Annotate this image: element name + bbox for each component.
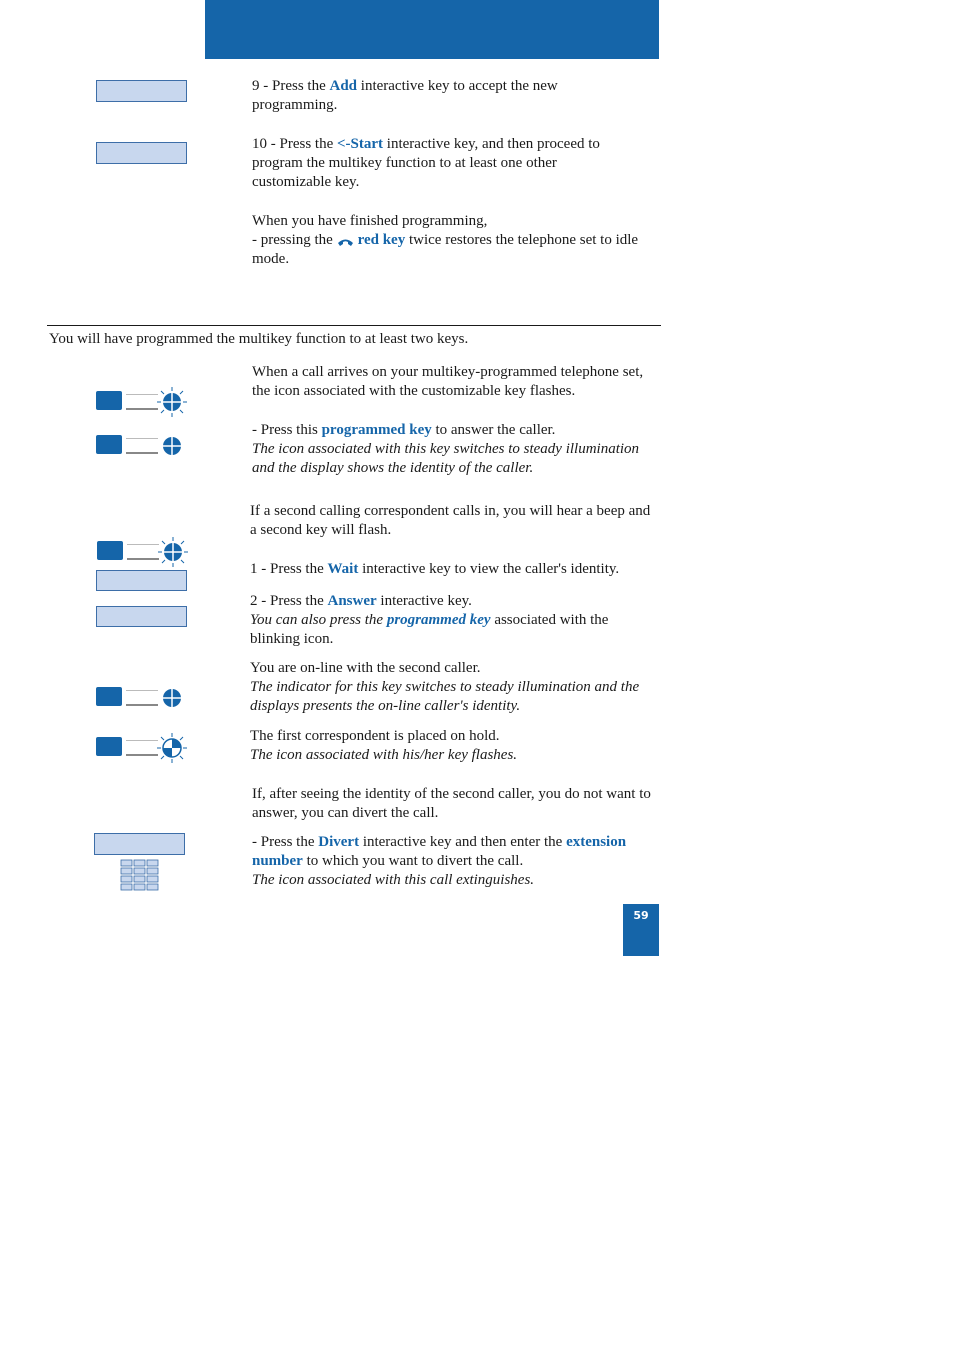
page-number: 59 [633, 909, 649, 922]
wait-key-label: Wait [327, 561, 359, 577]
add-key-label: Add [329, 78, 358, 94]
intro-text: You will have programmed the multikey function to at least two keys. [49, 331, 469, 347]
step-9: 9 - Press the Add interactive key to accept the new programming. [252, 78, 558, 114]
hold-text: The first correspondent is placed on hold. The icon associated with his/her key flashes. [250, 728, 518, 764]
step-2-answer: 2 - Press the Answer interactive key. You can also press the programmed key associated with the blinking icon. [250, 593, 609, 648]
softkey-wait-icon [96, 570, 187, 591]
start-key-label: <-Start [337, 136, 384, 152]
header-band [205, 0, 659, 59]
softkey-divert-icon [94, 833, 185, 855]
hold-key-icon [96, 732, 196, 764]
keypad-icon [120, 859, 160, 891]
flashing-programmed-key-icon [96, 386, 196, 418]
answer-instructions: - Press this programmed key to answer the caller. The icon associated with this key switches to steady illumination and the display shows the identity of the caller. [252, 422, 640, 477]
divert-instructions: - Press the Divert interactive key and then enter the extension number to which you want to divert the call. The icon associated with this call extinguishes. [252, 834, 627, 889]
call-arrival-text: When a call arrives on your multikey-programmed telephone set, the icon associated with the customizable key flashes. [252, 364, 644, 400]
programmed-key-label-2: programmed key [386, 612, 491, 629]
section-divider [47, 325, 661, 326]
steady-programmed-key-icon [96, 430, 196, 462]
page-number-box [623, 904, 659, 956]
divert-key-label: Divert [318, 834, 360, 850]
extension-number-label: extension number [252, 834, 627, 870]
programmed-key-label: programmed key [321, 422, 432, 438]
red-key-handset-icon [337, 235, 354, 246]
divert-intro: If, after seeing the identity of the second caller, you do not want to answer, you can divert the call. [252, 786, 651, 822]
steady-second-key-icon [96, 682, 196, 714]
answer-key-label: Answer [327, 593, 377, 609]
online-text: You are on-line with the second caller. The indicator for this key switches to steady illumination and the displays presents the on-line caller's identity. [250, 660, 640, 715]
softkey-answer-icon [96, 606, 187, 627]
red-key-label: red key [357, 232, 406, 249]
step-10: 10 - Press the <-Start interactive key, and then proceed to program the multikey function to at least one other customizable key. [252, 136, 600, 191]
step-1-wait: 1 - Press the Wait interactive key to view the caller's identity. [250, 561, 620, 577]
softkey-start-icon [96, 142, 187, 164]
second-call-text: If a second calling correspondent calls in, you will hear a beep and a second key will flash. [250, 503, 651, 539]
flashing-second-key-icon [97, 536, 197, 568]
finished-programming: When you have finished programming, - pressing the red key twice restores the telephone set to idle mode. [252, 213, 639, 268]
softkey-add-icon [96, 80, 187, 102]
